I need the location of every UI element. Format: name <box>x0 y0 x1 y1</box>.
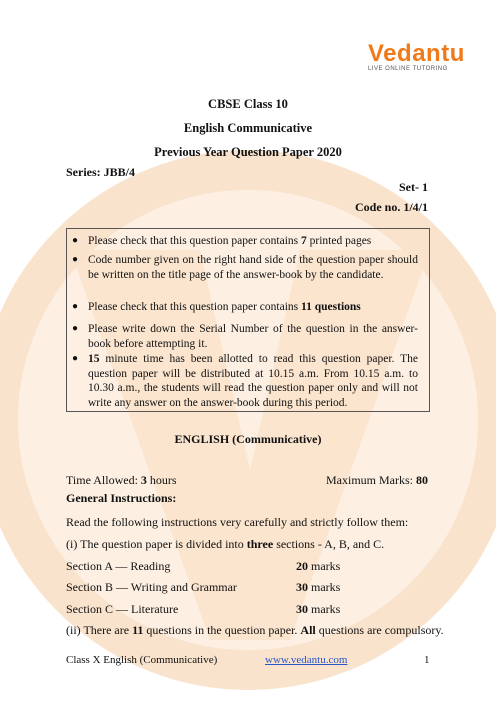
footer-link[interactable]: www.vedantu.com <box>265 654 348 666</box>
subject-title: ENGLISH (Communicative) <box>174 432 322 446</box>
set-label: Set- 1 <box>399 180 428 194</box>
instruction-item: ● Code number given on the right hand side of the question paper should be written on the title page of the answer-book by the candidate. <box>72 254 418 281</box>
general-instructions-heading: General Instructions: <box>66 491 177 505</box>
section-b-name: Section B — Writing and Grammar <box>66 580 237 594</box>
code-label: Code no. 1/4/1 <box>354 200 428 214</box>
instruction-point-1: (i) The question paper is divided into three sections - A, B, and C. <box>66 537 385 551</box>
bullet-icon: ● <box>72 301 79 312</box>
bullet-icon: ● <box>72 235 79 246</box>
page-number: 1 <box>424 654 430 666</box>
time-allowed: Time Allowed: 3 hours <box>66 473 177 487</box>
section-c-name: Section C — Literature <box>66 602 179 616</box>
header-line-3: Previous Year Question Paper 2020 <box>154 145 342 159</box>
bullet-icon: ● <box>72 353 79 364</box>
section-c-marks: 30 marks <box>296 602 341 616</box>
bullet-icon: ● <box>72 254 79 265</box>
vedantu-logo <box>368 40 465 72</box>
instruction-item: ● Please check that this question paper contains 11 questions <box>72 301 361 313</box>
instruction-point-2: (ii) There are 11 questions in the question paper. All questions are compulsory. <box>66 623 444 637</box>
instruction-item: ● Please check that this question paper contains 7 printed pages <box>72 235 372 247</box>
maximum-marks: Maximum Marks: 80 <box>326 473 428 487</box>
instruction-item: ● Please write down the Serial Number of the question in the answer-book before attempting it. <box>72 323 418 350</box>
read-line: Read the following instructions very carefully and strictly follow them: <box>66 515 409 529</box>
instruction-item: ● 15 minute time has been allotted to read this question paper. The question paper will be distributed at 10.15 a.m. From 10.15 a.m. to 10.30 a.m., the students will read the question paper only and will not write any answer on the answer-book during this period. <box>72 353 418 409</box>
logo-brand: Vedantu <box>368 40 465 67</box>
bullet-icon: ● <box>72 323 79 334</box>
section-b-marks: 30 marks <box>296 580 341 594</box>
section-a-marks: 20 marks <box>296 559 341 573</box>
logo-tagline: LIVE ONLINE TUTORING <box>368 66 448 72</box>
header-line-2: English Communicative <box>183 121 313 135</box>
header-line-1: CBSE Class 10 <box>208 97 288 111</box>
series-label: Series: JBB/4 <box>66 165 135 179</box>
section-a-name: Section A — Reading <box>66 559 171 573</box>
footer-left: Class X English (Communicative) <box>66 654 218 666</box>
